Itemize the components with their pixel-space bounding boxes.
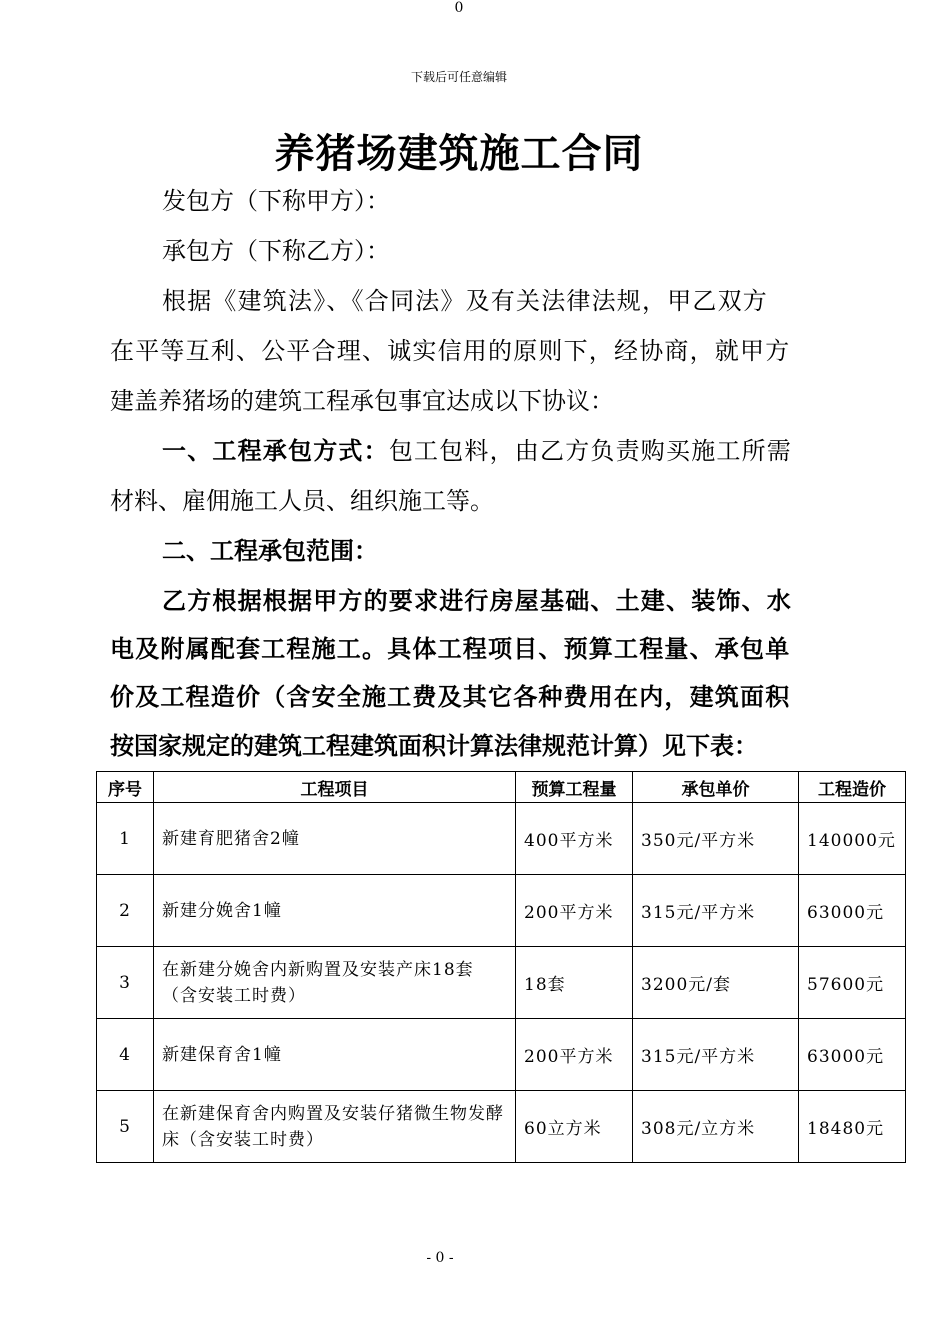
cell-item: 新建保育舍1幢 [154,1019,516,1091]
cell-no: 3 [97,947,154,1019]
header-no: 序号 [97,772,154,803]
cell-unit-price: 3200元/套 [633,947,799,1019]
cell-no: 4 [97,1019,154,1091]
table-row [97,803,906,875]
cell-unit-price: 315元/平方米 [633,875,799,947]
top-page-number: 0 [454,0,464,16]
cell-item: 在新建分娩舍内新购置及安装产床18套（含安装工时费） [154,947,516,1019]
party-a-line: 发包方（下称甲方）： [162,187,390,215]
cell-no: 5 [97,1091,154,1163]
section2-line-2: 电及附属配套工程施工。具体工程项目、预算工程量、承包单 [110,634,791,663]
cell-qty: 400平方米 [516,803,633,875]
cell-unit-price: 308元/立方米 [633,1091,799,1163]
table-row [97,875,906,947]
cell-item: 在新建保育舍内购置及安装仔猪微生物发酵床（含安装工时费） [154,1091,516,1163]
cell-unit-price: 315元/平方米 [633,1019,799,1091]
table-header-row [97,772,906,803]
table-row [97,1091,906,1163]
cell-cost: 140000元 [799,803,906,875]
header-note: 下载后可任意编辑 [410,70,507,84]
document-title: 养猪场建筑施工合同 [274,130,644,177]
party-b-line: 承包方（下称乙方）： [162,237,390,265]
cell-cost: 57600元 [799,947,906,1019]
header-unit-price: 承包单价 [633,772,799,803]
intro-line-2: 在平等互利、公平合理、诚实信用的原则下，经协商，就甲方 [110,337,791,365]
table-row [97,1019,906,1091]
cell-cost: 63000元 [799,875,906,947]
section2-line-1: 乙方根据根据甲方的要求进行房屋基础、土建、装饰、水 [162,586,792,615]
cell-item: 新建分娩舍1幢 [154,875,516,947]
cell-cost: 63000元 [799,1019,906,1091]
cell-qty: 18套 [516,947,633,1019]
section2-line-4: 按国家规定的建筑工程建筑面积计算法律规范计算）见下表： [110,731,758,760]
intro-line-3: 建盖养猪场的建筑工程承包事宜达成以下协议： [110,387,614,415]
header-cost: 工程造价 [799,772,906,803]
cell-item: 新建育肥猪舍2幢 [154,803,516,875]
section2-heading: 二、工程承包范围： [162,536,378,565]
cell-unit-price: 350元/平方米 [633,803,799,875]
cell-cost: 18480元 [799,1091,906,1163]
project-cost-table [96,771,906,1163]
section2-line-3: 价及工程造价（含安全施工费及其它各种费用在内，建筑面积 [110,682,791,711]
intro-line-1: 根据《建筑法》、《合同法》及有关法律法规，甲乙双方 [162,287,768,315]
table-row [97,947,906,1019]
cell-no: 2 [97,875,154,947]
section1-line [162,436,862,466]
header-qty: 预算工程量 [516,772,633,803]
cell-qty: 60立方米 [516,1091,633,1163]
section1-text: 包工包料，由乙方负责购买施工所需 [388,437,793,465]
footer-page-number: - 0 - [426,1250,454,1266]
cell-qty: 200平方米 [516,1019,633,1091]
section1-heading: 一、工程承包方式： [162,436,389,465]
header-item: 工程项目 [154,772,516,803]
section1-text-cont: 材料、雇佣施工人员、组织施工等。 [110,487,494,515]
cell-qty: 200平方米 [516,875,633,947]
cell-no: 1 [97,803,154,875]
